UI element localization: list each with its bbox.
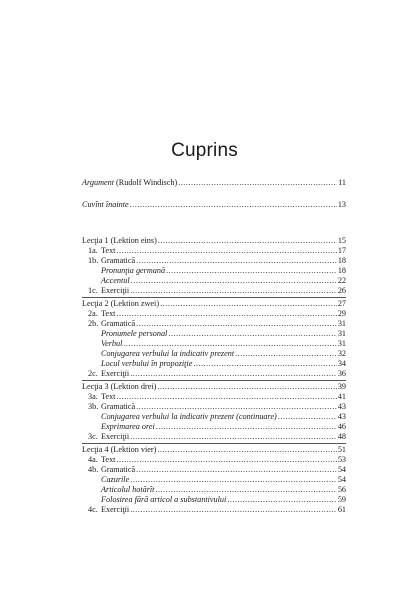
toc-page-number: 51	[337, 445, 346, 454]
toc-entry-label: Exprimarea orei	[101, 422, 155, 431]
leader-dots	[130, 432, 337, 442]
toc-section-number: 3a.	[88, 392, 98, 401]
toc-entry-label: Gramatică	[101, 319, 136, 328]
lesson-divider	[82, 443, 346, 444]
toc-page-number: 29	[337, 309, 346, 318]
leader-dots	[155, 485, 336, 495]
leader-dots	[166, 266, 337, 276]
toc-section-entry[interactable]	[82, 392, 346, 402]
leader-dots	[136, 256, 337, 266]
spacer	[82, 210, 346, 224]
toc-section-number: 2c.	[88, 369, 98, 378]
toc-section-entry[interactable]	[82, 286, 346, 296]
toc-page-number: 22	[337, 276, 346, 285]
toc-entry-label: Exerciţii	[101, 432, 130, 441]
leader-dots	[160, 299, 337, 309]
toc-section-number: 1a.	[88, 246, 98, 255]
toc-section-number: 1c.	[88, 286, 98, 295]
toc-lesson-heading[interactable]	[82, 299, 346, 309]
toc-page-number: 39	[337, 382, 346, 391]
lesson-divider	[82, 380, 346, 381]
toc-entry-label: Accentul	[101, 276, 130, 285]
toc-subsection-entry[interactable]	[82, 276, 346, 286]
toc-page-number: 31	[337, 339, 346, 348]
toc-subsection-entry[interactable]	[82, 475, 346, 485]
toc-entry-label: Exerciţii	[101, 369, 130, 378]
toc-page-number: 17	[337, 246, 346, 255]
leader-dots	[130, 369, 337, 379]
leader-dots	[130, 200, 337, 210]
toc-entry-label: Gramatică	[101, 465, 136, 474]
toc-section-entry[interactable]	[82, 432, 346, 442]
toc-section-number: 4a.	[88, 455, 98, 464]
toc-subsection-entry[interactable]	[82, 329, 346, 339]
toc-page-number: 34	[337, 359, 346, 368]
toc-entry-label: Lecţia 3 (Lektion drei)	[82, 382, 157, 391]
toc-page-number: 41	[337, 392, 346, 401]
toc-entry-label: Lecţia 4 (Lektion vier)	[82, 445, 157, 454]
leader-dots	[136, 402, 337, 412]
toc-entry-label: Pronumele personal	[101, 329, 168, 338]
toc-section-number: 4b.	[88, 465, 99, 474]
toc-section-entry[interactable]	[82, 402, 346, 412]
toc-section-entry[interactable]	[82, 319, 346, 329]
leader-dots	[130, 475, 337, 485]
leader-dots	[168, 329, 336, 339]
leader-dots	[278, 412, 337, 422]
toc-entry-label: Verbul	[101, 339, 123, 348]
toc-page-number: 36	[337, 369, 346, 378]
toc-entry-label: Lecţia 1 (Lektion eins)	[82, 236, 157, 245]
toc-entry-label: Lecţia 2 (Lektion zwei)	[82, 299, 160, 308]
toc-page-number: 18	[337, 266, 346, 275]
toc-subsection-entry[interactable]	[82, 266, 346, 276]
toc-page-number: 54	[337, 465, 346, 474]
page-title: Cuprins	[171, 140, 238, 161]
leader-dots	[156, 422, 337, 432]
leader-dots	[130, 286, 337, 296]
toc-lesson-heading[interactable]	[82, 445, 346, 455]
toc-section-entry[interactable]	[82, 256, 346, 266]
leader-dots	[116, 455, 336, 465]
toc-section-entry[interactable]	[82, 455, 346, 465]
toc-entry-label: Conjugarea verbului la indicativ prezent	[101, 349, 235, 358]
leader-dots	[116, 392, 336, 402]
toc-entry-label: Locul verbului în propoziţie	[101, 359, 193, 368]
toc-entry-label: Text	[101, 392, 116, 401]
toc-subsection-entry[interactable]	[82, 422, 346, 432]
toc-subsection-entry[interactable]	[82, 412, 346, 422]
toc-page-number: 53	[337, 455, 346, 464]
toc-page-number: 13	[337, 200, 346, 209]
toc-section-number: 2a.	[88, 309, 98, 318]
toc-page-number: 26	[337, 286, 346, 295]
toc-subsection-entry[interactable]	[82, 339, 346, 349]
toc-page-number: 54	[337, 475, 346, 484]
toc-entry-label: Conjugarea verbului la indicativ prezent (continuare)	[101, 412, 277, 421]
leader-dots	[131, 276, 337, 286]
toc-page-number: 15	[337, 236, 346, 245]
leader-dots	[178, 178, 337, 188]
toc-entry-label: Text	[101, 309, 116, 318]
toc-entry-cuvint-inainte[interactable]	[82, 200, 346, 210]
toc-section-entry[interactable]	[82, 465, 346, 475]
toc-page-number: 32	[337, 349, 346, 358]
toc-entry-label: Gramatică	[101, 256, 136, 265]
toc-lesson-heading[interactable]	[82, 382, 346, 392]
toc-page-number: 31	[337, 329, 346, 338]
toc-page-number: 48	[337, 432, 346, 441]
toc-section-entry[interactable]	[82, 505, 346, 515]
toc-subsection-entry[interactable]	[82, 495, 346, 505]
toc-subsection-entry[interactable]	[82, 349, 346, 359]
toc-page-number: 59	[337, 495, 346, 504]
leader-dots	[116, 246, 336, 256]
leader-dots	[157, 382, 336, 392]
toc-entry-label: Gramatică	[101, 402, 136, 411]
toc-entry-label: Cazurile	[101, 475, 130, 484]
toc-page-number: 31	[337, 319, 346, 328]
leader-dots	[136, 465, 337, 475]
leader-dots	[130, 505, 337, 515]
toc-entry-label: Argument (Rudolf Windisch)	[82, 178, 178, 187]
toc-page-number: 43	[337, 412, 346, 421]
leader-dots	[157, 445, 336, 455]
toc-entry-label: Folosirea fără articol a substantivului	[101, 495, 227, 504]
toc-section-entry[interactable]	[82, 369, 346, 379]
table-of-contents	[82, 178, 346, 515]
toc-page-number: 61	[337, 505, 346, 514]
toc-page-number: 11	[338, 178, 346, 187]
toc-page-number: 43	[337, 402, 346, 411]
toc-entry-label: Exerciţii	[101, 286, 130, 295]
leader-dots	[136, 319, 337, 329]
toc-section-number: 1b.	[88, 256, 99, 265]
toc-page-number: 46	[337, 422, 346, 431]
toc-page-number: 56	[337, 485, 346, 494]
toc-page-number: 27	[337, 299, 346, 308]
leader-dots	[123, 339, 336, 349]
toc-entry-label: Cuvînt înainte	[82, 200, 129, 209]
toc-section-entry[interactable]	[82, 309, 346, 319]
leader-dots	[235, 349, 337, 359]
toc-section-number: 2b.	[88, 319, 99, 328]
toc-section-number: 3c.	[88, 432, 98, 441]
toc-lesson-heading[interactable]	[82, 236, 346, 246]
toc-entry-label: Articolul hotărît	[101, 485, 155, 494]
spacer	[82, 224, 346, 236]
toc-subsection-entry[interactable]	[82, 485, 346, 495]
toc-entry-label: Text	[101, 246, 116, 255]
leader-dots	[158, 236, 337, 246]
toc-entry-argument[interactable]	[82, 178, 346, 188]
leader-dots	[193, 359, 336, 369]
leader-dots	[227, 495, 337, 505]
toc-entry-label: Pronunţia germană	[101, 266, 166, 275]
lesson-divider	[82, 297, 346, 298]
lessons-list	[82, 236, 346, 515]
spacer	[82, 188, 346, 200]
toc-entry-label: Exerciţii	[101, 505, 130, 514]
toc-entry-label: Text	[101, 455, 116, 464]
toc-section-number: 3b.	[88, 402, 99, 411]
toc-section-number: 4c.	[88, 505, 98, 514]
toc-subsection-entry[interactable]	[82, 359, 346, 369]
leader-dots	[116, 309, 336, 319]
toc-page-number: 18	[337, 256, 346, 265]
toc-section-entry[interactable]	[82, 246, 346, 256]
